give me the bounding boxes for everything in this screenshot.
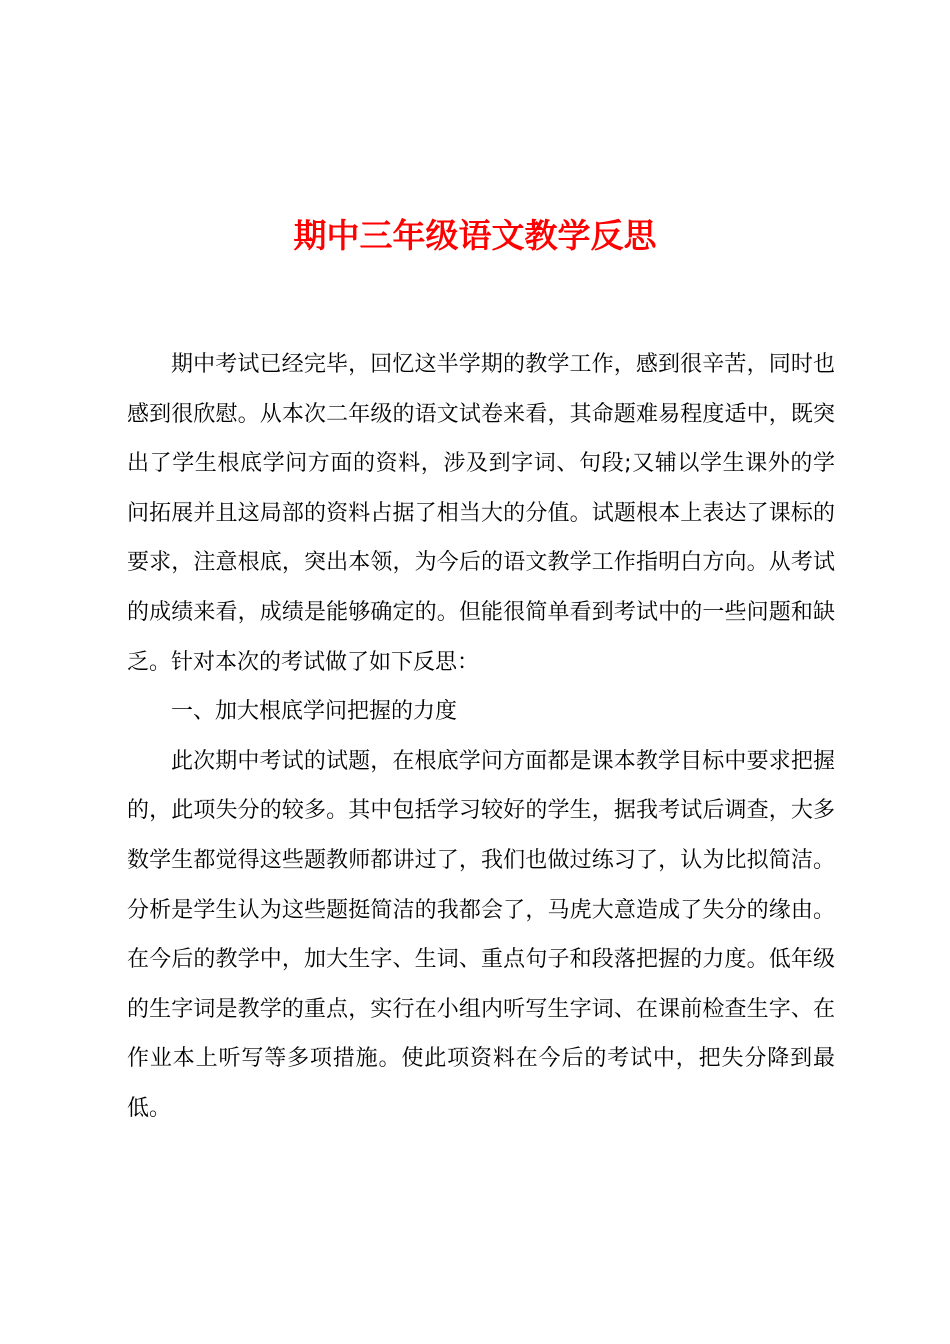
paragraph-intro: 期中考试已经完毕，回忆这半学期的教学工作，感到很辛苦，同时也感到很欣慰。从本次二年级的语文试卷来看，其命题难易程度适中，既突出了学生根底学问方面的资料，涉及到字词、句段;又辅以学生课外的学问拓展并且这局部的资料占据了相当大的分值。试题根本上表达了课标的要求，注意根底，突出本领，为今后的语文教学工作指明白方向。从考试的成绩来看，成绩是能够确定的。但能很简单看到考试中的一些问题和缺乏。针对本次的考试做了如下反思：	[127, 352, 835, 675]
document-title: 期中三年级语文教学反思	[293, 216, 657, 255]
section-heading-1: 一、加大根底学问把握的力度	[171, 699, 458, 725]
document-body	[127, 340, 835, 1134]
paragraph-section-1: 此次期中考试的试题，在根底学问方面都是课本教学目标中要求把握的，此项失分的较多。其中包括学习较好的学生，据我考试后调查，大多数学生都觉得这些题教师都讲过了，我们也做过练习了，认为比拟简洁。分析是学生认为这些题挺简洁的我都会了，马虎大意造成了失分的缘由。在今后的教学中，加大生字、生词、重点句子和段落把握的力度。低年级的生字词是教学的重点，实行在小组内听写生字词、在课前检查生字、在作业本上听写等多项措施。使此项资料在今后的考试中，把失分降到最低。	[127, 748, 835, 1121]
